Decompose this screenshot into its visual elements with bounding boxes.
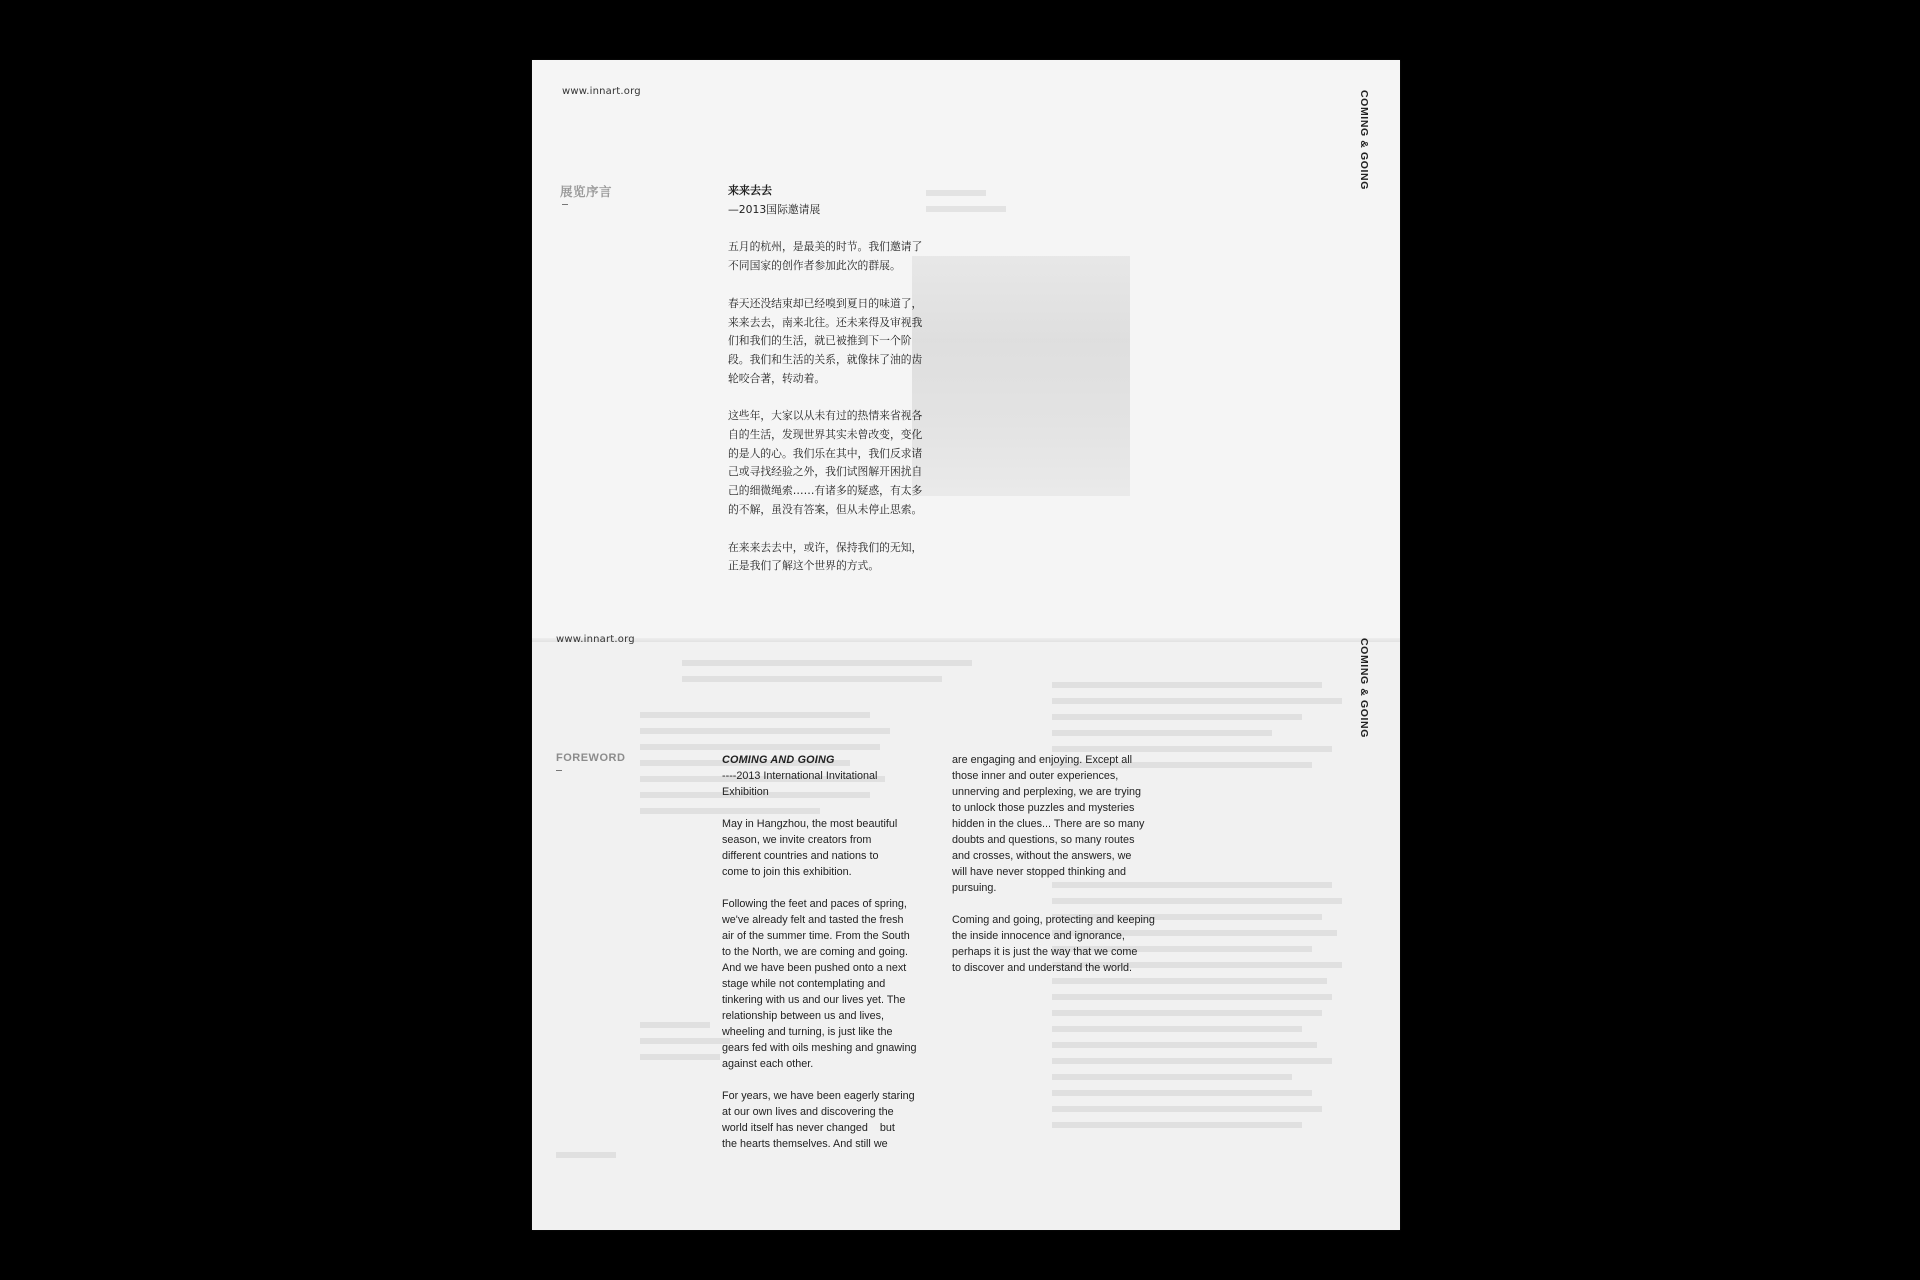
printed-sheet [532, 60, 1400, 1230]
vertical-title: COMING & GOING [1358, 90, 1370, 190]
section-label: FOREWORD [556, 752, 626, 764]
text-line: the hearts themselves. And still we [722, 1138, 888, 1150]
foreword-paragraph [952, 912, 1162, 976]
site-url: www.innart.org [556, 634, 635, 645]
english-right-column [952, 754, 1162, 992]
site-url: www.innart.org [562, 86, 641, 97]
text-line: we've already felt and tasted the fresh [722, 914, 904, 926]
text-line: perhaps it is just the way that we come [952, 946, 1138, 958]
foreword-paragraph [722, 896, 922, 1072]
text-line: unnerving and perplexing, we are trying [952, 786, 1142, 798]
chinese-foreword [728, 182, 928, 595]
text-line: against each other. [722, 1058, 814, 1070]
foreword-paragraph: 五月的杭州，是最美的时节。我们邀请了不同国家的创作者参加此次的群展。 [728, 240, 923, 273]
foreword-paragraph [722, 816, 922, 880]
foreword-title: COMING AND GOING [722, 754, 835, 766]
text-line: hidden in the clues... There are so many [952, 818, 1145, 830]
text-line: are engaging and enjoying. Except all [952, 754, 1133, 766]
text-line: wheeling and turning, is just like the [722, 1026, 893, 1038]
foreword-paragraph [952, 752, 1162, 896]
text-line: gears fed with oils meshing and gnawing [722, 1042, 917, 1054]
foreword-paragraph: 春天还没结束却已经嗅到夏日的味道了，来来去去，南来北往。还未来得及审视我们和我们的生活，就已被推到下一个阶段。我们和生活的关系，就像抹了油的齿轮咬合著，转动着。 [728, 296, 923, 385]
foreword-paragraph: 在来来去去中，或许，保持我们的无知，正是我们了解这个世界的方式。 [728, 540, 923, 573]
text-line: to unlock those puzzles and mysteries [952, 802, 1135, 814]
foreword-subtitle-line: ----2013 International Invitational [722, 770, 878, 782]
show-through-text [926, 190, 1016, 222]
foreword-paragraph [722, 1088, 922, 1152]
text-line: And we have been pushed onto a next [722, 962, 907, 974]
bottom-page [532, 634, 1400, 1230]
text-line: those inner and outer experiences, [952, 770, 1119, 782]
english-left-column [722, 752, 922, 1168]
vertical-title: COMING & GOING [1358, 638, 1370, 738]
text-line: the inside innocence and ignorance, [952, 930, 1125, 942]
text-line: world itself has never changed but [722, 1122, 895, 1134]
text-line: come to join this exhibition. [722, 866, 852, 878]
text-line: will have never stopped thinking and [952, 866, 1127, 878]
show-through-text [682, 660, 982, 692]
text-line: different countries and nations to [722, 850, 879, 862]
foreword-paragraph: 这些年，大家以从未有过的热情来省视各自的生活，发现世界其实未曾改变，变化的是人的心。我们乐在其中，我们反求诸己或寻找经验之外，我们试图解开困扰自己的细微绳索……有诸多的疑惑，有太多的不解，虽没有答案，但从未停止思索。 [728, 409, 923, 516]
text-line: season, we invite creators from [722, 834, 872, 846]
section-label: 展览序言 [560, 184, 613, 199]
text-line: tinkering with us and our lives yet. The [722, 994, 906, 1006]
text-line: and crosses, without the answers, we [952, 850, 1132, 862]
show-through-text [556, 1152, 616, 1168]
text-line: May in Hangzhou, the most beautiful [722, 818, 898, 830]
text-line: at our own lives and discovering the [722, 1106, 894, 1118]
text-line: to the North, we are coming and going. [722, 946, 909, 958]
text-line: Coming and going, protecting and keeping [952, 914, 1155, 926]
foreword-subtitle: —2013国际邀请展 [728, 202, 821, 216]
text-line: For years, we have been eagerly staring [722, 1090, 915, 1102]
text-line: stage while not contemplating and [722, 978, 886, 990]
foreword-title: 来来去去 [728, 184, 772, 197]
text-line: air of the summer time. From the South [722, 930, 910, 942]
text-line: pursuing. [952, 882, 997, 894]
text-line: to discover and understand the world. [952, 962, 1133, 974]
text-line: doubts and questions, so many routes [952, 834, 1135, 846]
section-dash [556, 770, 562, 771]
show-through-photo [912, 256, 1130, 496]
text-line: Following the feet and paces of spring, [722, 898, 907, 910]
section-dash [562, 204, 568, 205]
foreword-subtitle-line: Exhibition [722, 786, 769, 798]
text-line: relationship between us and lives, [722, 1010, 885, 1022]
top-page [532, 60, 1400, 642]
